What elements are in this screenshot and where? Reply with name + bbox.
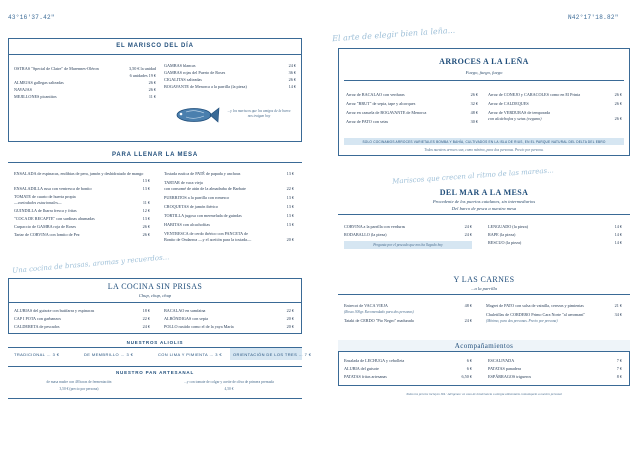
llenar-item-price: 26 € [142,224,150,229]
llenar-item-name: HABITAS con alcachofitas [164,222,210,227]
mar-mesa-subtitle-2: Del barco de pesca a nuestra mesa [451,206,517,211]
coordinate-left: 43°16'37.42" [8,14,55,21]
acomp-item-name: ESCALIVADA [488,358,515,363]
acomp-title: Acompañamientos [454,342,514,350]
cocina-item-name: ALUBIAS del guisote con butifarra y espinacas [14,308,95,313]
llenar-item-price: 22 € [286,186,294,191]
llenar-item-price: 13 € [286,204,294,209]
arroces-item-price: 32 € [470,101,478,106]
llenar-item-price: 26 € [142,232,150,237]
llenar-item-price: 13 € [142,186,150,191]
marisco-item-price: 26 € [148,80,156,85]
llenar-item-name: ENSALADA de espinacas, endibias de pera, jamón y deshidratado de mango [14,171,144,176]
cocina-item-price: 22 € [286,308,294,313]
llenar-item-price: 12 € [142,208,150,213]
mar-mesa-rule [338,214,630,215]
mar-mesa-item-price: 24 € [464,224,472,229]
cocina-item-price: 20 € [286,316,294,321]
llenar-item-name: ENSALADILLA rusa con ventresca de bonito [14,186,92,191]
carnes-item-note: (Mínimo, para dos personas. Precio por persona) [486,319,558,323]
carnes-item-name: Chuletillas de CORDERO Primo Cara Norte "al aeromant" [486,312,586,317]
marisco-item-name: ALMEJAS gallegas salteadas [14,80,64,85]
mar-mesa-item-price: 14 € [614,224,622,229]
llenar-item-name: —variedades estacionales— [14,200,62,205]
marisco-item-name: GAMBAS blancas [164,63,196,68]
llenar-item-name: CROQUETAS de jamón ibérico [164,204,218,209]
llenar-item-name: Bonito de Ondarroa —y el aceitón para la tostada— [164,237,252,242]
cocina-item-price: 22 € [142,316,150,321]
alioli-name: ORIENTACIÓN DE LOS TRES [233,352,298,357]
footer-note: Todos los precios incluyen IVA · Alérgenos: en caso de intolerancia o alergia alimentaria comuníquelo a nuestro personal [406,392,562,396]
cocina-rule [8,302,302,303]
llenar-item-name: PUERRITOS a la parrilla con romesco [164,195,230,200]
carnes-item-name: Magret de PATO con salsa de vainilla, cerezas y pimientas [486,303,584,308]
alioli-price: 3 € [215,352,223,357]
arroces-item-name: Arroz "BRUT" de sepia, tape y alcorques [346,101,416,106]
carnes-item-note: (Rosso 300gr. Recomendado para dos personas) [344,310,414,314]
marisco-item-price: 36 € [288,70,296,75]
acomp-item-name: ALUBIA del guisote [344,366,379,371]
marisco-item-price: 24 € [288,63,296,68]
acomp-item-price: 8 € [616,374,622,379]
cocina-item-name: BACALAO en samfaina [164,308,206,313]
llenar-item-price: 13 € [142,178,150,183]
pan-right-text: ...y con tomate de colgar y aceite de oliva de primera prensada [184,380,274,384]
carnes-item-name: Entrecot de VACA VIEJA [344,303,388,308]
marisco-item-price: 26 € [148,87,156,92]
cocina-title: LA COCINA SIN PRISAS [107,282,203,291]
arroces-info-text: SOLO COCINAMOS ARROCES VARIETALES BOMBA Y BAHÍA, CULTIVADOS EN LA ISLA DE RIUS, EN EL PARQUE NATURAL DEL DELTA DEL EBRO [362,139,606,144]
marisco-item-price: 26 € [288,77,296,82]
acomp-item-name: PATATAS fritas artesanas [344,374,387,379]
marisco-item-price: 11 € [148,94,156,99]
alioli-item: DE MEMBRILLO … 3 € [84,352,134,357]
arroces-item-price: 26 € [470,92,478,97]
mar-mesa-item-name: RESCUO (la pieza) [488,240,522,245]
llenar-item-price: 13 € [286,195,294,200]
alioli-item: CON LIMA Y PIMIENTA … 3 € [158,352,223,357]
alioli-item: TRADICIONAL … 3 € [14,352,60,357]
handwriting-left: Una cocina de brasas, aromas y recuerdos... [11,253,170,275]
alioli-price: 7 € [304,352,312,357]
cocina-item-name: POLLO rustido como el de la yaya María [164,324,234,329]
mar-mesa-item-name: LENGUADO (la pieza) [488,224,528,229]
marisco-item-name: NAVAJAS [14,87,32,92]
alioli-price: 3 € [52,352,60,357]
marisco-item-price: 14 € [288,84,296,89]
llenar-item-price: 13 € [286,171,294,176]
marisco-item-price: 3,50 € la unidad [129,66,156,71]
llenar-item-name: Carpaccio de GAMBA roja de Roses [14,224,76,229]
llenar-item-price: 13 € [286,213,294,218]
cocina-item-price: 18 € [142,308,150,313]
llenar-item-name: con consomé de atún de la almadraba de Barbate [164,186,246,191]
arroces-rule [344,80,624,81]
acomp-item-price: 6,50 € [461,374,472,379]
acomp-item-price: 6 € [466,358,472,363]
marisco-title: EL MARISCO DEL DÍA [116,43,194,49]
arroces-note: Todos nuestros arroces son, como mínimo, para dos personas. Precio por persona. [424,148,544,152]
carnes-item-price: 24 € [464,318,472,323]
acomp-item-price: 7 € [616,358,622,363]
acomp-item-price: 6 € [466,366,472,371]
carnes-subtitle: ...a la parrilla [471,286,497,291]
mar-mesa-subtitle: Procedente de los puertos catalanes, sin intermediarios [432,199,536,204]
acomp-item-price: 7 € [616,366,622,371]
arroces-item-price: 26 € [614,116,622,121]
llenar-item-name: TORTILLA jugosa con mermelada de guindas [164,213,242,218]
acomp-rule [338,351,630,352]
carnes-item-price: 34 € [614,312,622,317]
pan-title: NUESTRO PAN ARTESANAL [115,370,195,375]
arroces-item-name: Arroz de PATO con setas [346,119,389,124]
alioli-name: TRADICIONAL [14,352,46,357]
llenar-item-price: 13 € [286,222,294,227]
mar-mesa-item-name: CORVINA a la parrilla con verduras [344,224,406,229]
arroces-item-price: 30 € [470,119,478,124]
arroces-item-name: con alcáchofas y setas (vegano) [488,116,542,121]
marisco-item-name: OSTRAS "Special de Claire" de Marennes-Oléron [14,66,99,71]
llenar-item-name: Tartar de CORVINA con lomito de Pez [14,232,80,237]
cocina-item-name: CALDERETA de pescados [14,324,60,329]
coordinate-right: N42°17'18.82" [568,14,619,21]
llenar-item-name: Tostada rustica de PATÉ de papada y anchoas [164,171,241,176]
arroces-title: ARROCES A LA LEÑA [439,57,529,66]
marisco-item-name: CIGALITAS salteadas [164,77,202,82]
pan-bottom-rule [8,398,302,399]
marisco-item-name: BOGAVANTE de Menorca a la parrilla (la pieza) [164,84,247,89]
cocina-item-price: 24 € [142,324,150,329]
marisco-item-price: 6 unidades 19 € [129,73,156,78]
marisco-item-name: MEJILLONES picantitos [14,94,57,99]
marisco-item-name: GAMBAS rojas del Puerto de Roses [164,70,226,75]
alioli-title: NUESTROS ALIOLIS [126,340,184,345]
arroces-item-name: Arroz de BACALAO con verduras [346,92,405,97]
acomp-item-name: ESPÁRRAGOS trigueros [488,374,532,379]
mar-mesa-note: Pregunta por el pescado que nos ha llegado hoy [373,242,443,247]
pan-right-price: 4,50 € [224,387,234,391]
alioli-item: ORIENTACIÓN DE LOS TRES … 7 € [233,352,312,357]
carnes-item-price: 21 € [614,303,622,308]
mar-mesa-item-price: 14 € [614,240,622,245]
cocina-item-price: 20 € [286,324,294,329]
llenar-item-name: TARTAR de vaca vieja [164,180,203,185]
arroces-item-price: 26 € [614,101,622,106]
alioli-price: 3 € [126,352,134,357]
carnes-item-name: Tataki de CERDO "Pio Negro" madurada [344,318,414,323]
carnes-rule [338,294,630,295]
cocina-item-name: CAP I POTA con garbanzos [14,316,61,321]
pan-left-text: de masa madre con 48 horas de fermentación [46,380,112,384]
llenar-rule [8,162,302,163]
mar-mesa-item-name: RAPE (la pieza) [488,232,516,237]
alioli-name: CON LIMA Y PIMIENTA [158,352,208,357]
pan-top-rule [8,366,302,367]
arroces-item-name: Arroz de CALDEQUES [488,101,529,106]
llenar-item-name: TOMATE de cuarto de huerta propia [14,194,76,199]
cocina-item-name: ALBÓNDIGAS con sepia [164,316,208,321]
fish-illustration [172,104,220,126]
pan-left-price: 3,50 € (precio por persona) [59,387,99,391]
arroces-item-price: 48 € [470,110,478,115]
acomp-item-name: PATATAS panadera [488,366,522,371]
arroces-item-name: Arroz de CONEJO y CARACOLES como en El Prinia [488,92,581,97]
handwriting-top-right: El arte de elegir bien la leña... [331,25,456,44]
handwriting-right: Mariscos que crecen al ritmo de las mareas... [391,166,555,186]
alioli-name: DE MEMBRILLO [84,352,120,357]
carnes-item-price: 48 € [464,303,472,308]
marisco-title-rule [8,54,302,55]
carnes-title: Y LAS CARNES [453,275,515,284]
llenar-item-price: 11 € [142,200,150,205]
arroces-item-name: Arroz de VERDURAS de temporada [488,110,551,115]
mar-mesa-item-price: 14 € [614,232,622,237]
mar-mesa-item-price: 24 € [464,232,472,237]
mar-mesa-title: DEL MAR A LA MESA [439,188,529,197]
llenar-item-price: 13 € [142,216,150,221]
llenar-item-name: "COCA DE RECAPTE" con sardinas ahumadas [14,216,95,221]
cocina-subtitle: Chup, chup, chup [138,293,172,298]
llenar-title: PARA LLENAR LA MESA [112,152,198,158]
llenar-item-name: VENTRESCA de cerdo ibérico con PANCETA de [164,231,248,236]
llenar-item-name: GUINDILLA de Ibarra fresca y fritas [14,208,77,213]
arroces-item-price: 26 € [614,92,622,97]
mar-mesa-item-name: RODABALLO (la pieza) [344,232,387,237]
arroces-subtitle: Fuego, fuego, fuego [465,70,503,75]
fish-note: ...y los mariscos que los amigos de la barra nos traigan hoy [227,109,291,118]
acomp-item-name: Ensalada de LECHUGA y cebolleta [344,358,405,363]
arroces-item-name: Arroz en cazuela de BOGAVANTE de Menorca [346,110,427,115]
llenar-item-price: 20 € [286,237,294,242]
